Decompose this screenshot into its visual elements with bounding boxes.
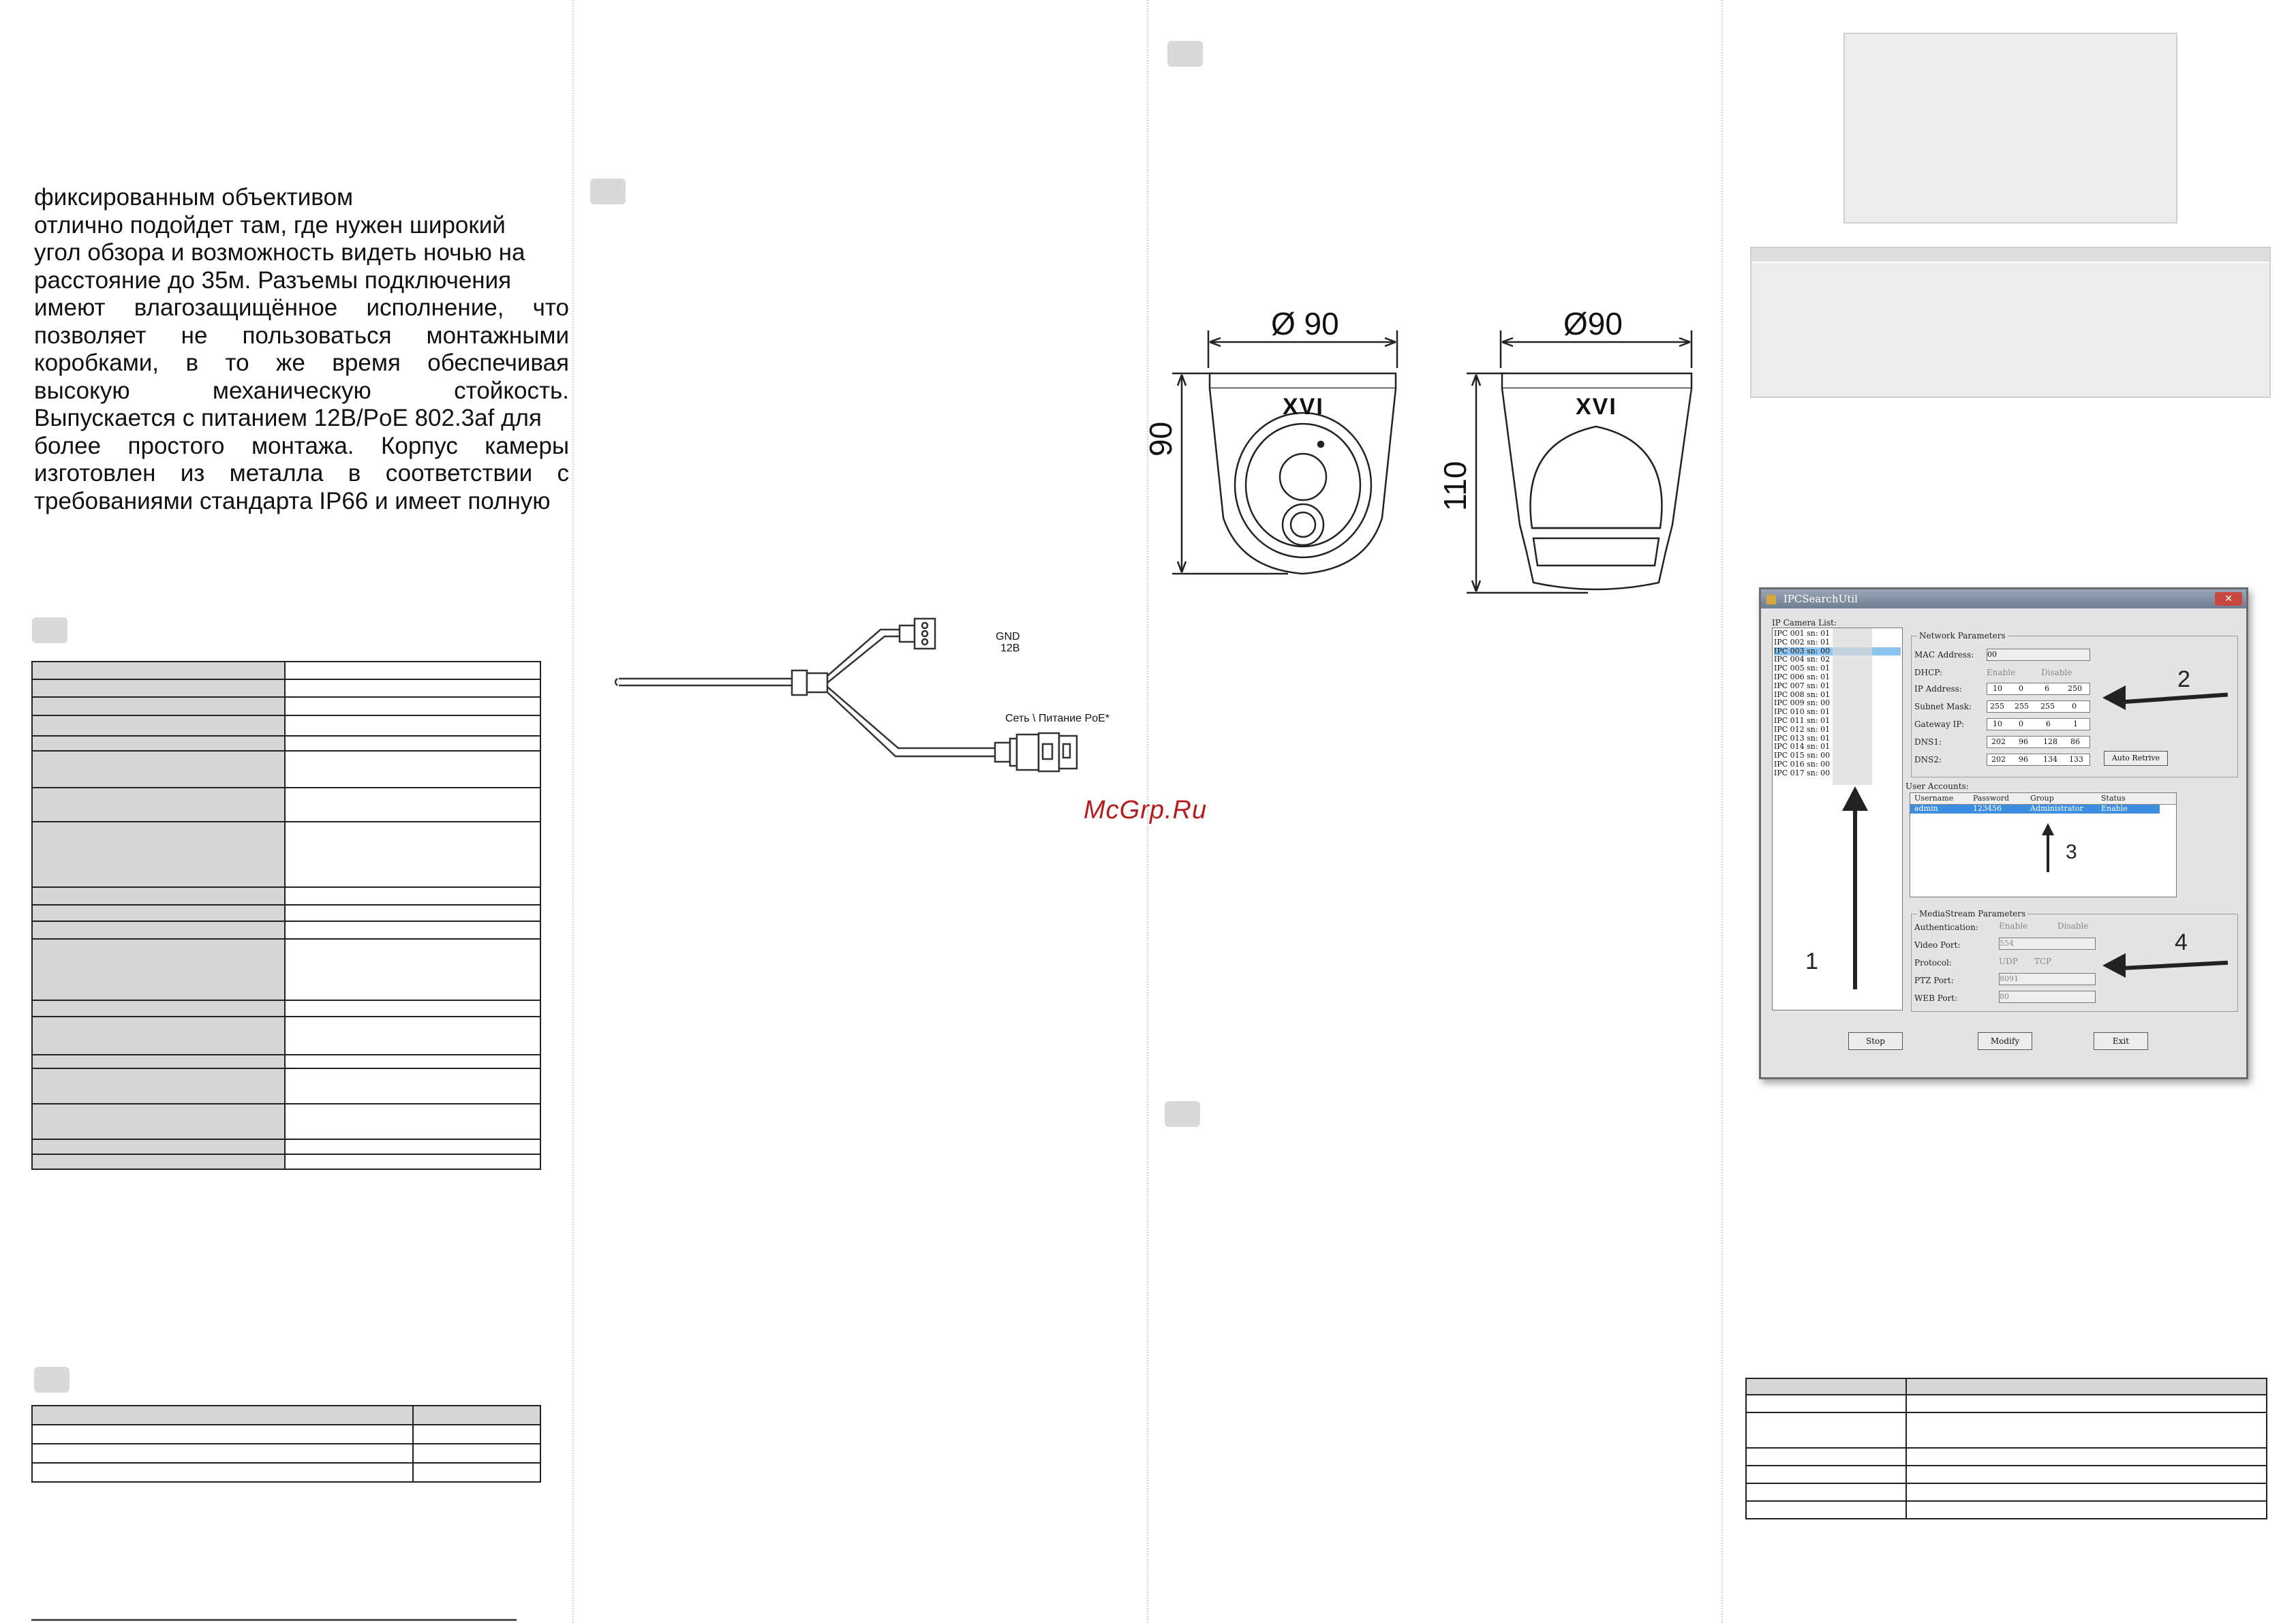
callout-arrow-4 bbox=[2120, 961, 2228, 970]
package-table bbox=[31, 1405, 541, 1483]
note-box bbox=[1750, 247, 2271, 398]
camera-list-item[interactable]: IPC 003 sn: 00 bbox=[1774, 647, 1901, 656]
account-username: admin bbox=[1914, 804, 1938, 813]
account-status: Enable bbox=[2101, 804, 2128, 813]
network-label: Сеть \ Питание PoE* bbox=[1005, 713, 1109, 724]
table-row bbox=[1746, 1395, 2267, 1412]
table-row bbox=[32, 1139, 540, 1154]
network-group-label: Network Parameters bbox=[1917, 631, 2008, 640]
table-row bbox=[1746, 1412, 2267, 1448]
section-badge bbox=[34, 1367, 70, 1393]
table-row bbox=[32, 736, 540, 751]
image-placeholder bbox=[1843, 33, 2177, 223]
table-row bbox=[32, 1463, 540, 1482]
intro-line: коробками, в то же время обеспечивая bbox=[34, 350, 569, 376]
stop-button[interactable]: Stop bbox=[1848, 1032, 1903, 1050]
note-box-header bbox=[1751, 248, 2269, 263]
intro-line: имеют влагозащищённое исполнение, что bbox=[34, 294, 569, 321]
intro-paragraph bbox=[34, 184, 569, 515]
table-row bbox=[1746, 1378, 2267, 1395]
table-row bbox=[32, 905, 540, 921]
table-row bbox=[32, 1444, 540, 1463]
dhcp-enable-radio[interactable]: Enable bbox=[1987, 668, 2016, 677]
section-badge bbox=[1167, 41, 1203, 67]
mediastream-parameters-group bbox=[1911, 909, 2238, 1012]
left-logo: XVI bbox=[1283, 394, 1324, 420]
intro-line: Выпускается с питанием 12В/PoE 802.3af для bbox=[34, 405, 542, 431]
protocol-udp-radio[interactable]: UDP bbox=[1999, 957, 2018, 966]
table-row bbox=[32, 697, 540, 715]
gateway-label: Gateway IP: bbox=[1914, 720, 1965, 729]
ptz-port-field[interactable]: 8091 bbox=[1999, 973, 2096, 985]
camera-list-item[interactable]: IPC 015 sn: 00 bbox=[1774, 751, 1831, 760]
section-badge bbox=[1165, 1101, 1200, 1127]
camera-list-item[interactable]: IPC 005 sn: 01 bbox=[1774, 664, 1831, 673]
auth-enable-radio[interactable]: Enable bbox=[1999, 921, 2028, 931]
camera-list-item[interactable]: IPC 017 sn: 00 bbox=[1774, 768, 1831, 777]
table-row bbox=[32, 1017, 540, 1055]
camera-list-item[interactable]: IPC 006 sn: 01 bbox=[1774, 673, 1831, 681]
left-width-label: Ø 90 bbox=[1271, 306, 1339, 341]
mac-label: MAC Address: bbox=[1914, 650, 1974, 660]
column-separator-3 bbox=[1721, 0, 1723, 1623]
table-row bbox=[32, 751, 540, 788]
camera-list-item[interactable]: IPC 007 sn: 01 bbox=[1774, 681, 1831, 690]
dns2-label: DNS2: bbox=[1914, 755, 1942, 764]
user-accounts-label: User Accounts: bbox=[1905, 782, 1969, 791]
table-row bbox=[32, 715, 540, 736]
specifications-table bbox=[31, 661, 541, 1170]
callout-number-4: 4 bbox=[2175, 929, 2188, 955]
intro-line: фиксированным объективом bbox=[34, 184, 354, 211]
camera-list-blurred-area bbox=[1833, 628, 1872, 785]
gnd-label: GND bbox=[996, 631, 1020, 643]
table-row bbox=[32, 1425, 540, 1444]
camera-list-item[interactable]: IPC 011 sn: 01 bbox=[1774, 716, 1831, 725]
table-row bbox=[1746, 1483, 2267, 1501]
web-port-field[interactable]: 80 bbox=[1999, 991, 2096, 1003]
table-row bbox=[32, 921, 540, 939]
callout-arrow-1-head bbox=[1842, 786, 1868, 811]
cable-diagram bbox=[613, 600, 1131, 824]
table-row bbox=[32, 1406, 540, 1425]
protocol-tcp-radio[interactable]: TCP bbox=[2034, 957, 2052, 966]
camera-list-item[interactable]: IPC 012 sn: 01 bbox=[1774, 724, 1831, 734]
table-row bbox=[1746, 1448, 2267, 1466]
accounts-header-username: Username bbox=[1914, 794, 1954, 803]
ptz-port-label: PTZ Port: bbox=[1914, 976, 1954, 985]
dhcp-disable-radio[interactable]: Disable bbox=[2041, 668, 2072, 677]
exit-button[interactable]: Exit bbox=[2094, 1032, 2148, 1050]
table-row bbox=[32, 1068, 540, 1104]
accounts-header-group: Group bbox=[2030, 794, 2054, 803]
mediastream-group-label: MediaStream Parameters bbox=[1917, 909, 2027, 918]
ip-field[interactable]: 10 0 6 250 bbox=[1987, 683, 2090, 695]
intro-line: расстояние до 35м. Разъемы подключения bbox=[34, 266, 512, 294]
table-row bbox=[32, 1104, 540, 1139]
window-title: IPCSearchUtil bbox=[1783, 593, 1858, 605]
camera-list-item[interactable]: IPC 002 sn: 01 bbox=[1774, 637, 1831, 647]
callout-number-3: 3 bbox=[2066, 841, 2077, 863]
camera-list-item[interactable]: IPC 009 sn: 00 bbox=[1774, 698, 1831, 708]
authentication-label: Authentication: bbox=[1914, 923, 1978, 932]
intro-line: угол обзора и возможность видеть ночью на bbox=[34, 239, 525, 266]
app-icon bbox=[1766, 595, 1776, 604]
ip-label: IP Address: bbox=[1914, 684, 1962, 694]
section-badge bbox=[32, 617, 67, 643]
callout-arrow-1 bbox=[1853, 799, 1857, 989]
camera-list-item[interactable]: IPC 016 sn: 00 bbox=[1774, 760, 1831, 769]
video-port-label: Video Port: bbox=[1914, 940, 1961, 950]
intro-line: позволяет не пользоваться монтажными bbox=[34, 322, 569, 349]
mac-field[interactable]: 00 bbox=[1987, 649, 2090, 661]
table-row bbox=[1746, 1501, 2267, 1519]
mask-field[interactable]: 255 255 255 0 bbox=[1987, 700, 2090, 713]
footer-rule bbox=[31, 1619, 517, 1621]
protocol-label: Protocol: bbox=[1914, 958, 1952, 968]
dhcp-label: DHCP: bbox=[1914, 668, 1942, 677]
table-row bbox=[32, 939, 540, 1000]
mask-label: Subnet Mask: bbox=[1914, 702, 1972, 711]
dns1-label: DNS1: bbox=[1914, 737, 1942, 747]
callout-arrow-2-head bbox=[2102, 685, 2126, 710]
intro-line: изготовлен из металла в соответствии с bbox=[34, 460, 569, 486]
table-row bbox=[32, 662, 540, 679]
intro-line: отлично подойдет там, где нужен широкий bbox=[34, 211, 506, 238]
camera-list[interactable] bbox=[1772, 628, 1903, 1010]
watermark: McGrp.Ru bbox=[1084, 796, 1208, 824]
network-parameters-group bbox=[1911, 631, 2238, 777]
accounts-header-status: Status bbox=[2101, 794, 2126, 803]
dns1-field[interactable]: 202 96 128 86 bbox=[1987, 736, 2090, 748]
camera-list-label: IP Camera List: bbox=[1772, 618, 1837, 628]
camera-list-item[interactable]: IPC 008 sn: 01 bbox=[1774, 690, 1831, 699]
callout-arrow-3 bbox=[2047, 833, 2049, 872]
auth-disable-radio[interactable]: Disable bbox=[2057, 921, 2089, 931]
table-row bbox=[32, 788, 540, 822]
callout-arrow-4-head bbox=[2102, 953, 2126, 978]
dns2-field[interactable]: 202 96 134 133 bbox=[1987, 754, 2090, 766]
account-password: 123456 bbox=[1973, 804, 2002, 813]
close-button[interactable]: ✕ bbox=[2215, 592, 2242, 606]
table-row bbox=[32, 887, 540, 905]
camera-list-item[interactable]: IPC 001 sn: 01 bbox=[1774, 629, 1831, 638]
auto-retrive-button[interactable]: Auto Retrive bbox=[2104, 751, 2168, 766]
table-row bbox=[1746, 1466, 2267, 1483]
intro-line: требованиями стандарта IP66 и имеет полную bbox=[34, 487, 551, 514]
ipcsearch-window bbox=[1759, 587, 2248, 1079]
intro-line: более простого монтажа. Корпус камеры bbox=[34, 432, 569, 459]
video-port-field[interactable]: 554 bbox=[1999, 938, 2096, 950]
right-width-label: Ø90 bbox=[1563, 306, 1623, 341]
callout-arrow-3-head bbox=[2042, 823, 2054, 835]
gateway-field[interactable]: 10 0 6 1 bbox=[1987, 718, 2090, 730]
account-group: Administrator bbox=[2030, 804, 2083, 813]
camera-list-item[interactable]: IPC 010 sn: 01 bbox=[1774, 707, 1831, 717]
12v-label: 12В bbox=[1000, 643, 1020, 654]
column-separator-1 bbox=[572, 0, 574, 1623]
callout-arrow-2 bbox=[2120, 692, 2228, 704]
table-row bbox=[32, 822, 540, 887]
camera-list-item[interactable]: IPC 013 sn: 01 bbox=[1774, 733, 1831, 743]
camera-list-item[interactable]: IPC 004 sn: 02 bbox=[1774, 655, 1831, 664]
right-column-table bbox=[1745, 1378, 2267, 1519]
camera-list-item[interactable]: IPC 014 sn: 01 bbox=[1774, 742, 1831, 752]
intro-line: высокую механическую стойкость. bbox=[34, 377, 569, 404]
callout-number-2: 2 bbox=[2177, 666, 2190, 692]
user-accounts-table bbox=[1910, 792, 2177, 897]
right-logo: XVI bbox=[1576, 394, 1617, 420]
table-row bbox=[32, 679, 540, 697]
right-height-label: 110 bbox=[1437, 461, 1473, 511]
section-badge bbox=[590, 179, 626, 204]
table-row bbox=[32, 1055, 540, 1068]
web-port-label: WEB Port: bbox=[1914, 993, 1958, 1003]
modify-button[interactable]: Modify bbox=[1978, 1032, 2032, 1050]
window-title-bar bbox=[1761, 589, 2246, 608]
table-row bbox=[32, 1154, 540, 1169]
callout-number-1: 1 bbox=[1805, 948, 1818, 974]
accounts-header-password: Password bbox=[1973, 794, 2010, 803]
table-row bbox=[32, 1000, 540, 1017]
left-height-label: 90 bbox=[1143, 421, 1178, 457]
